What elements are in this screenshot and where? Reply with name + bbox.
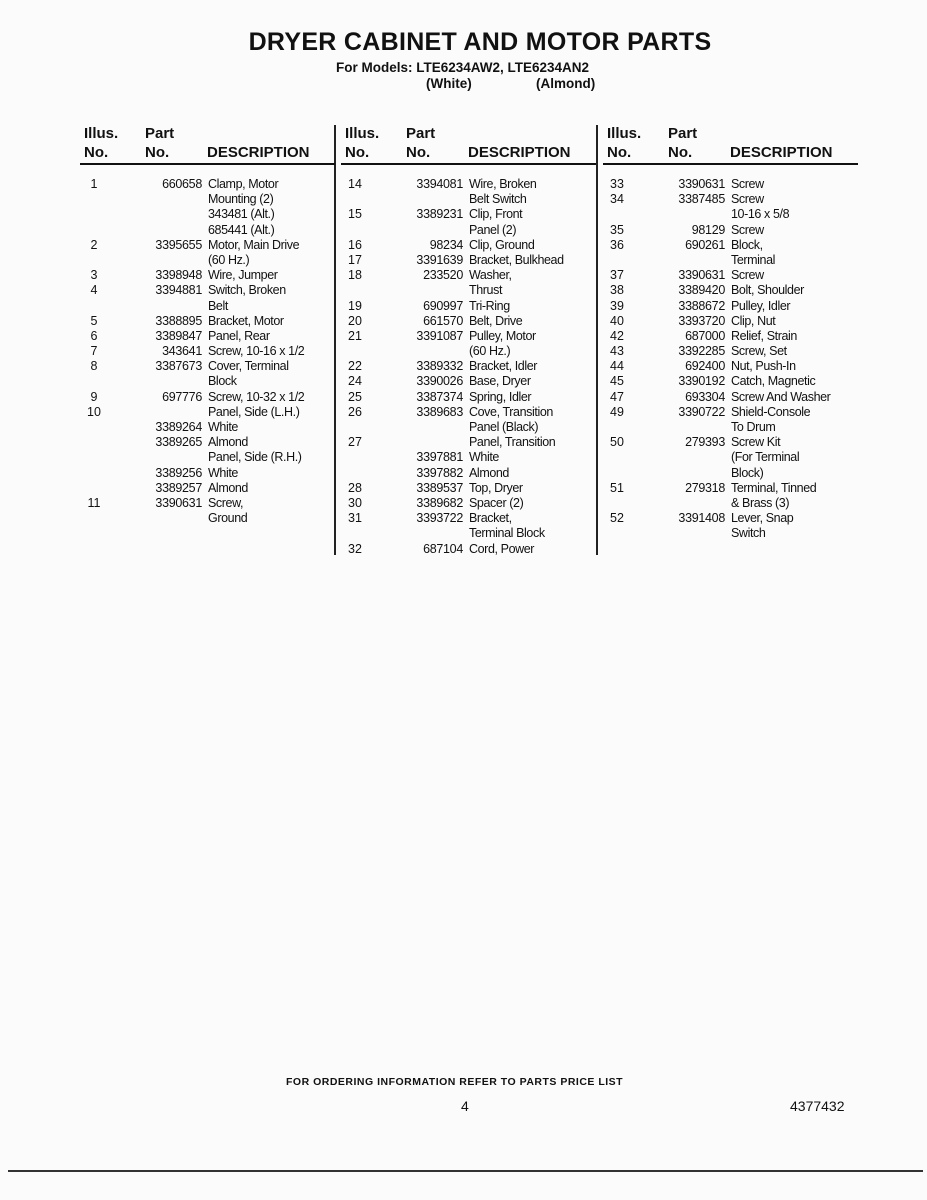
part-description: Cover, Terminal — [208, 359, 289, 374]
table-row — [341, 390, 596, 405]
part-number: 3394881 — [155, 283, 202, 298]
part-description: Panel, Side (R.H.) — [208, 450, 302, 465]
table-row — [341, 405, 596, 420]
table-row — [603, 435, 858, 450]
part-description: & Brass (3) — [731, 495, 790, 510]
parts-column-2 — [341, 125, 596, 557]
table-row — [603, 374, 858, 389]
table-row — [603, 238, 858, 253]
parts-column-3 — [603, 125, 858, 542]
illus-number: 43 — [610, 344, 624, 359]
table-row — [80, 177, 335, 192]
header-illus-no: No. — [607, 144, 632, 161]
table-row — [603, 207, 858, 222]
ordering-info-footer: FOR ORDERING INFORMATION REFER TO PARTS PRICE LIST — [286, 1076, 624, 1088]
part-number: 3390722 — [678, 404, 725, 419]
part-number: 3389683 — [416, 404, 463, 419]
part-description: Almond — [208, 480, 248, 495]
illus-number: 3 — [90, 268, 98, 283]
part-description: Almond — [469, 465, 509, 480]
part-number: 3391639 — [416, 252, 463, 267]
part-number: 3389231 — [416, 207, 463, 222]
header-description: DESCRIPTION — [468, 144, 571, 161]
header-description: DESCRIPTION — [207, 144, 310, 161]
model-color-white: (White) — [426, 76, 472, 91]
table-row — [341, 420, 596, 435]
part-number: 661570 — [423, 313, 463, 328]
part-description: Screw, — [208, 495, 244, 510]
illus-number: 1 — [90, 177, 98, 191]
part-description: Block) — [731, 465, 764, 480]
part-description: Relief, Strain — [731, 328, 797, 343]
table-row — [341, 359, 596, 374]
part-number: 687000 — [685, 328, 725, 343]
table-row — [80, 344, 335, 359]
part-number: 3390026 — [416, 374, 463, 389]
table-row — [603, 314, 858, 329]
table-row — [341, 314, 596, 329]
part-description: Lever, Snap — [731, 511, 794, 526]
part-description: 10-16 x 5/8 — [731, 207, 790, 222]
illus-number: 44 — [610, 359, 624, 374]
illus-number: 17 — [348, 252, 362, 267]
part-number: 3391087 — [416, 328, 463, 343]
illus-number: 30 — [348, 495, 362, 510]
part-description: Thrust — [469, 283, 503, 298]
part-description: Screw, 10-32 x 1/2 — [208, 389, 305, 404]
part-number: 3388895 — [155, 313, 202, 328]
table-row — [80, 450, 335, 465]
table-row — [80, 466, 335, 481]
table-row — [80, 223, 335, 238]
bottom-rule — [8, 1170, 923, 1172]
table-row — [341, 329, 596, 344]
table-row — [80, 390, 335, 405]
part-description: Spring, Idler — [469, 389, 532, 404]
part-description: Screw — [731, 222, 764, 237]
header-illus: Illus. — [84, 125, 119, 142]
table-row — [603, 481, 858, 496]
table-row — [603, 466, 858, 481]
document-number: 4377432 — [790, 1098, 845, 1114]
header-illus: Illus. — [345, 125, 380, 142]
part-number: 3387485 — [678, 192, 725, 207]
part-number: 3390192 — [678, 374, 725, 389]
header-description: DESCRIPTION — [730, 144, 833, 161]
table-row — [341, 496, 596, 511]
part-description: Tri-Ring — [469, 298, 510, 313]
header-illus-no: No. — [345, 144, 370, 161]
header-part-no: No. — [406, 144, 431, 161]
part-description: To Drum — [731, 420, 776, 434]
part-number: 3388672 — [678, 298, 725, 313]
part-number: 98234 — [429, 237, 463, 252]
part-description: Cove, Transition — [469, 404, 553, 419]
table-row — [341, 542, 596, 557]
illus-number: 5 — [90, 313, 98, 328]
illus-number: 9 — [90, 389, 98, 404]
illus-number: 18 — [348, 268, 362, 283]
part-number: 3393722 — [416, 511, 463, 526]
table-row — [80, 374, 335, 389]
part-number: 343641 — [162, 344, 202, 359]
table-row — [80, 238, 335, 253]
illus-number: 8 — [90, 359, 98, 374]
table-row — [80, 329, 335, 344]
table-row — [341, 223, 596, 238]
illus-number: 19 — [348, 298, 362, 313]
part-description: Wire, Jumper — [208, 268, 278, 283]
table-row — [341, 268, 596, 283]
table-row — [603, 344, 858, 359]
header-part-no: No. — [668, 144, 693, 161]
part-description: Screw — [731, 268, 764, 283]
table-row — [80, 192, 335, 207]
part-description: Clamp, Motor — [208, 177, 279, 191]
illus-number: 39 — [610, 298, 624, 313]
illus-number: 35 — [610, 222, 624, 237]
part-number: 3389420 — [678, 283, 725, 298]
part-number: 3390631 — [678, 268, 725, 283]
part-description: Spacer (2) — [469, 495, 524, 510]
part-number: 692400 — [685, 359, 725, 374]
table-row — [603, 177, 858, 192]
table-row — [603, 223, 858, 238]
part-number: 279393 — [685, 435, 725, 450]
part-number: 3390631 — [155, 495, 202, 510]
table-row — [603, 268, 858, 283]
illus-number: 40 — [610, 313, 624, 328]
parts-column-1 — [80, 125, 335, 526]
part-description: Belt — [208, 298, 228, 313]
part-description: Screw Kit — [731, 435, 781, 450]
part-description: Panel (2) — [469, 222, 517, 237]
part-description: Screw — [731, 192, 764, 207]
models-line: For Models: LTE6234AW2, LTE6234AN2 — [336, 60, 590, 75]
part-description: Nut, Push-In — [731, 359, 796, 374]
table-row — [341, 481, 596, 496]
illus-number: 47 — [610, 389, 624, 404]
table-row — [80, 283, 335, 298]
part-description: White — [469, 450, 499, 465]
illus-number: 6 — [90, 328, 98, 343]
part-number: 3387374 — [416, 389, 463, 404]
illus-number: 37 — [610, 268, 624, 283]
page-number: 4 — [461, 1098, 469, 1114]
illus-number: 34 — [610, 192, 624, 207]
table-row — [603, 526, 858, 541]
part-description: Switch, Broken — [208, 283, 286, 298]
table-row — [80, 420, 335, 435]
illus-number: 14 — [348, 177, 362, 191]
illus-number: 33 — [610, 177, 624, 191]
part-description: Panel, Rear — [208, 328, 270, 343]
table-row — [80, 511, 335, 526]
part-description: Bracket, — [469, 511, 512, 526]
part-number: 690997 — [423, 298, 463, 313]
part-description: Pulley, Motor — [469, 328, 536, 343]
part-number: 3389847 — [155, 328, 202, 343]
part-description: Clip, Ground — [469, 237, 535, 252]
part-description: Clip, Front — [469, 207, 523, 222]
table-row — [341, 192, 596, 207]
part-description: 685441 (Alt.) — [208, 222, 275, 237]
part-number: 3391408 — [678, 511, 725, 526]
table-row — [80, 207, 335, 222]
illus-number: 32 — [348, 541, 362, 556]
illus-number: 2 — [90, 237, 98, 252]
model-color-almond: (Almond) — [536, 76, 596, 91]
illus-number: 15 — [348, 207, 362, 222]
illus-number: 11 — [87, 495, 101, 510]
table-row — [80, 359, 335, 374]
part-number: 3392285 — [678, 344, 725, 359]
table-row — [80, 268, 335, 283]
table-row — [341, 435, 596, 450]
part-number: 279318 — [685, 480, 725, 495]
part-description: Mounting (2) — [208, 192, 274, 207]
table-row — [603, 299, 858, 314]
part-number: 3398948 — [155, 268, 202, 283]
part-description: Belt, Drive — [469, 313, 523, 328]
header-part: Part — [145, 125, 175, 142]
table-row — [341, 253, 596, 268]
illus-number: 52 — [610, 511, 624, 526]
part-number: 3395655 — [155, 237, 202, 252]
part-description: Top, Dryer — [469, 480, 523, 495]
table-row — [603, 283, 858, 298]
page-title: DRYER CABINET AND MOTOR PARTS — [248, 28, 712, 56]
part-description: Bracket, Motor — [208, 313, 284, 328]
header-illus: Illus. — [607, 125, 642, 142]
part-number: 3397882 — [416, 465, 463, 480]
table-row — [603, 253, 858, 268]
part-description: Panel, Side (L.H.) — [208, 404, 300, 419]
table-row — [603, 359, 858, 374]
part-number: 3393720 — [678, 313, 725, 328]
part-number: 3389537 — [416, 480, 463, 495]
illus-number: 42 — [610, 328, 624, 343]
part-description: Clip, Nut — [731, 313, 776, 328]
part-number: 3389264 — [155, 420, 202, 434]
illus-number: 26 — [348, 404, 362, 419]
table-row — [603, 329, 858, 344]
part-number: 687104 — [423, 541, 463, 556]
table-row — [80, 253, 335, 268]
part-number: 98129 — [691, 222, 725, 237]
table-row — [341, 238, 596, 253]
table-row — [341, 207, 596, 222]
illus-number: 20 — [348, 313, 362, 328]
part-number: 697776 — [162, 389, 202, 404]
column-header — [341, 125, 596, 165]
table-row — [341, 450, 596, 465]
table-row — [603, 192, 858, 207]
part-description: Block, — [731, 237, 763, 252]
part-description: (60 Hz.) — [469, 344, 511, 359]
table-row — [603, 496, 858, 511]
part-number: 233520 — [423, 268, 463, 283]
header-part: Part — [406, 125, 436, 142]
table-row — [341, 344, 596, 359]
part-number: 3389332 — [416, 359, 463, 374]
part-description: Terminal, Tinned — [731, 480, 817, 495]
table-row — [603, 450, 858, 465]
part-number: 3389682 — [416, 495, 463, 510]
table-row — [341, 283, 596, 298]
part-description: Washer, — [469, 268, 512, 283]
illus-number: 45 — [610, 374, 624, 389]
part-description: Base, Dryer — [469, 374, 531, 389]
part-description: White — [208, 465, 238, 480]
column-divider — [596, 125, 598, 555]
part-description: Bolt, Shoulder — [731, 283, 804, 298]
part-description: Ground — [208, 511, 248, 526]
part-number: 3390631 — [678, 177, 725, 191]
part-description: Belt Switch — [469, 192, 527, 207]
part-number: 3394081 — [416, 177, 463, 191]
header-illus-no: No. — [84, 144, 109, 161]
part-description: Screw, 10-16 x 1/2 — [208, 344, 305, 359]
table-row — [80, 405, 335, 420]
table-row — [341, 511, 596, 526]
part-description: Motor, Main Drive — [208, 237, 300, 252]
table-row — [603, 390, 858, 405]
part-description: Shield-Console — [731, 404, 811, 419]
part-description: Pulley, Idler — [731, 298, 791, 313]
table-row — [80, 314, 335, 329]
illus-number: 7 — [90, 344, 98, 359]
part-description: Screw And Washer — [731, 389, 831, 404]
part-description: Terminal — [731, 252, 776, 267]
illus-number: 49 — [610, 404, 624, 419]
illus-number: 10 — [87, 404, 101, 419]
header-part: Part — [668, 125, 698, 142]
part-description: Screw — [731, 177, 764, 191]
table-row — [80, 481, 335, 496]
table-row — [341, 177, 596, 192]
part-number: 3397881 — [416, 450, 463, 465]
illus-number: 21 — [348, 328, 362, 343]
part-description: Panel (Black) — [469, 420, 539, 434]
part-description: Bracket, Bulkhead — [469, 252, 564, 267]
part-number: 690261 — [685, 237, 725, 252]
illus-number: 16 — [348, 237, 362, 252]
illus-number: 24 — [348, 374, 362, 389]
illus-number: 25 — [348, 389, 362, 404]
table-row — [603, 511, 858, 526]
illus-number: 36 — [610, 237, 624, 252]
table-row — [341, 526, 596, 541]
part-description: 343481 (Alt.) — [208, 207, 275, 222]
column-header — [80, 125, 335, 165]
table-row — [80, 496, 335, 511]
header-part-no: No. — [145, 144, 170, 161]
illus-number: 50 — [610, 435, 624, 450]
illus-number: 31 — [348, 511, 362, 526]
part-number: 693304 — [685, 389, 725, 404]
table-row — [80, 299, 335, 314]
part-number: 3389257 — [155, 480, 202, 495]
column-header — [603, 125, 858, 165]
part-description: Terminal Block — [469, 526, 545, 541]
table-row — [341, 466, 596, 481]
part-description: (For Terminal — [731, 450, 800, 465]
table-row — [341, 299, 596, 314]
illus-number: 28 — [348, 480, 362, 495]
part-description: Wire, Broken — [469, 177, 537, 191]
table-row — [603, 405, 858, 420]
part-description: Catch, Magnetic — [731, 374, 816, 389]
part-description: Panel, Transition — [469, 435, 556, 450]
part-number: 3389256 — [155, 465, 202, 480]
part-description: Screw, Set — [731, 344, 787, 359]
illus-number: 4 — [90, 283, 98, 298]
table-row — [341, 374, 596, 389]
table-row — [80, 435, 335, 450]
table-row — [603, 420, 858, 435]
part-description: Almond — [208, 435, 248, 450]
part-number: 3387673 — [155, 359, 202, 374]
part-description: Bracket, Idler — [469, 359, 538, 374]
part-description: White — [208, 420, 238, 434]
part-number: 3389265 — [155, 435, 202, 450]
illus-number: 38 — [610, 283, 624, 298]
illus-number: 27 — [348, 435, 362, 450]
part-description: Cord, Power — [469, 541, 535, 556]
part-description: Block — [208, 374, 237, 389]
part-number: 660658 — [162, 177, 202, 191]
part-description: Switch — [731, 526, 766, 541]
illus-number: 51 — [610, 480, 624, 495]
illus-number: 22 — [348, 359, 362, 374]
part-description: (60 Hz.) — [208, 252, 250, 267]
